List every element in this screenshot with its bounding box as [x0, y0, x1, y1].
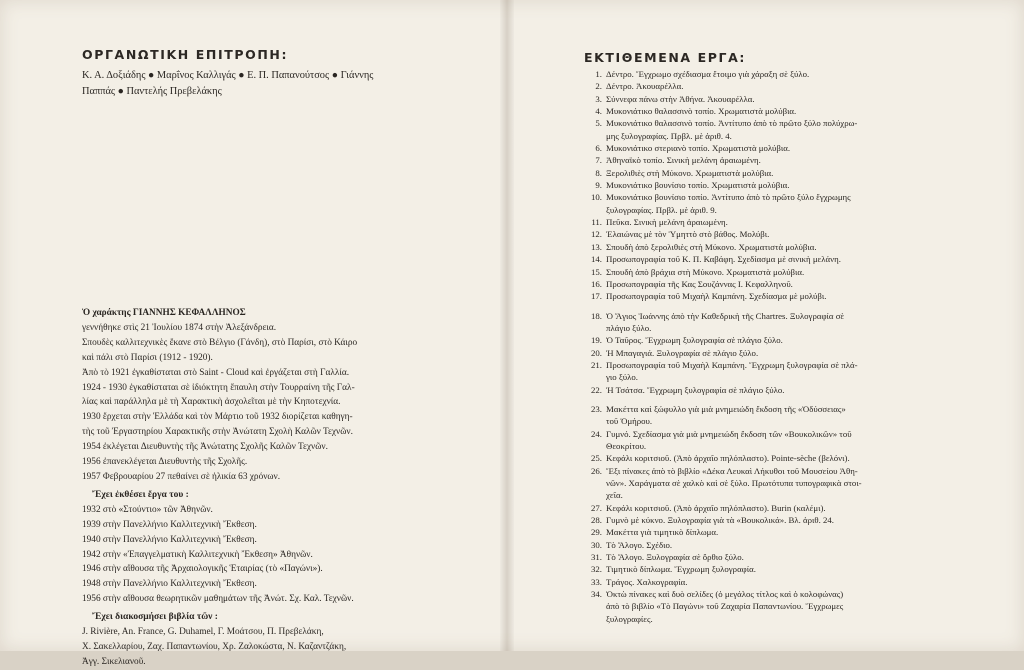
work-line: Προσωπογραφία τῆς Κας Σουζάννας Ι. Κεφαλληνοῦ.	[606, 278, 793, 289]
work-description	[602, 105, 1014, 117]
work-line: Τιμητικὸ δίπλωμα. Ἔγχρωμη ξυλογραφία.	[606, 564, 756, 575]
work-line: Γυμνὸ μὲ κύκνο. Ξυλογραφία γιὰ τὰ «Βουκολικά». Βλ. ἀριθ. 24.	[606, 515, 835, 526]
work-line: γιο ξύλο.	[606, 372, 638, 383]
work-line: Μυκονιάτικο στεριανὸ τοπίο. Χρωματιστὰ μολύβια.	[606, 143, 791, 154]
work-item	[584, 551, 1014, 563]
work-description	[602, 465, 1014, 502]
bio-line: λίας καὶ παράλληλα μὲ τὴ Χαρακτικὴ ἀσχολεῖται μὲ τὴν Κηποτεχνία.	[82, 397, 341, 408]
work-item	[584, 142, 1014, 154]
work-number: 19.	[591, 335, 602, 346]
work-item	[584, 502, 1014, 514]
work-item	[584, 428, 1014, 453]
work-item	[584, 310, 1014, 335]
exhibitions-heading: Ἔχει ἐκθέσει ἔργα του :	[92, 489, 189, 500]
work-number: 14.	[591, 254, 602, 265]
work-number: 20.	[591, 347, 602, 358]
work-line: Ἡ Τσάτσα. Ἔγχρωμη ξυλογραφία σὲ πλάγιο ξύλο.	[606, 384, 785, 395]
work-number: 17.	[591, 291, 602, 302]
bio-line: 1954 ἐκλέγεται Διευθυντὴς τῆς Ἀνώτατης Σχολῆς Καλῶν Τεχνῶν.	[82, 442, 328, 453]
work-description	[602, 514, 1014, 526]
work-line: Ξερολιθιὲς στὴ Μύκονο. Χρωματιστὰ μολύβια.	[606, 167, 774, 178]
work-line: Τὸ Ἄλογο. Ξυλογραφία σὲ ὄρθιο ξύλο.	[606, 552, 744, 563]
work-description	[602, 253, 1014, 265]
bio-line: 1930 ἔρχεται στὴν Ἑλλάδα καὶ τὸν Μάρτιο τοῦ 1932 διορίζεται καθηγη-	[82, 412, 353, 423]
work-description	[602, 68, 1014, 80]
work-item	[584, 278, 1014, 290]
work-number: 30.	[591, 539, 602, 550]
exhibition-line: 1956 στὴν αἴθουσα θεωρητικῶν μαθημάτων τῆς Ἀνώτ. Σχ. Καλ. Τεχνῶν.	[82, 594, 354, 605]
work-line: Θεοκρίτου.	[606, 440, 647, 451]
committee-line: Παππάς ● Παντελής Πρεβελάκης	[82, 86, 222, 97]
work-description	[602, 191, 1014, 216]
work-line: Προσωπογραφία τοῦ Μιχαὴλ Καμπάνη. Σχεδίασμα μὲ μολύβι.	[606, 291, 827, 302]
works-list	[584, 68, 1014, 625]
bio-line: Σπουδὲς καλλιτεχνικὲς ἔκανε στὸ Βέλγιο (Γάνδη), στὸ Παρίσι, στὸ Κάιρο	[82, 337, 358, 348]
work-line: Ἔξι πίνακες ἀπὸ τὸ βιβλίο «Δέκα Λευκαὶ Λήκυθοι τοῦ Μουσείου Ἀθη-	[606, 465, 858, 476]
work-item	[584, 266, 1014, 278]
work-description	[602, 551, 1014, 563]
work-line: Προσωπογραφία τοῦ Μιχαὴλ Καμπάνη. Ἔγχρωμη ξυλογραφία σὲ πλά-	[606, 359, 858, 370]
work-number: 4.	[595, 106, 602, 117]
work-item	[584, 216, 1014, 228]
bio-line: Ἀπὸ τὸ 1921 ἐγκαθίσταται στὸ Saint - Cloud καὶ ἐργάζεται στὴ Γαλλία.	[82, 367, 350, 378]
work-number: 24.	[591, 428, 602, 439]
work-item	[584, 154, 1014, 166]
work-number: 21.	[591, 359, 602, 370]
work-line: Μυκονιάτικο θαλασσινὸ τοπίο. Χρωματιστὰ μολύβια.	[606, 106, 797, 117]
work-number: 29.	[591, 527, 602, 538]
biography	[82, 306, 477, 670]
committee-line: Κ. Α. Δοξιάδης ● Μαρΐνος Καλλιγάς ● Ε. Π. Παπανούτσος ● Γιάννης	[82, 70, 374, 81]
work-line: Ἡ Μπαγαγιά. Ξυλογραφία σὲ πλάγιο ξύλο.	[606, 347, 759, 358]
work-description	[602, 576, 1014, 588]
work-item	[584, 359, 1014, 384]
work-line: Ὁ Ἅγιος Ἰωάννης ἀπὸ τὴν Καθεδρικὴ τῆς Chartres. Ξυλογραφία σὲ	[606, 310, 845, 321]
work-number: 1.	[595, 69, 602, 79]
work-number: 31.	[591, 552, 602, 563]
work-number: 18.	[591, 310, 602, 321]
work-number: 15.	[591, 266, 602, 277]
committee-heading: ΟΡΓΑΝΩΤΙΚΗ ΕΠΙΤΡΟΠΗ:	[82, 47, 289, 62]
work-number: 2.	[595, 81, 602, 92]
bio-line: Ὁ χαράκτης ΓΙΑΝΝΗΣ ΚΕΦΑΛΛΗΝΟΣ	[82, 308, 246, 318]
books-line: Χ. Σακελλαρίου, Ζαχ. Παπαντωνίου, Χρ. Ζαλοκώστα, Ν. Καζαντζάκη,	[82, 641, 347, 652]
work-item	[584, 576, 1014, 588]
exhibition-line: 1932 στὸ «Στούντιο» τῶν Ἀθηνῶν.	[82, 504, 213, 515]
bio-line: 1957 Φεβρουαρίου 27 πεθαίνει σὲ ἡλικία 63 χρόνων.	[82, 471, 281, 482]
work-item	[584, 514, 1014, 526]
exhibition-line: 1942 στὴν «Ἐπαγγελματικὴ Καλλιτεχνικὴ Ἔκθεση» Ἀθηνῶν.	[82, 549, 313, 560]
work-description	[602, 334, 1014, 346]
work-line: Δέντρο. Ἀκουαρέλλα.	[606, 81, 684, 92]
work-description	[602, 266, 1014, 278]
exhibition-line: 1940 στὴν Πανελλήνιο Καλλιτεχνικὴ Ἔκθεση.	[82, 534, 257, 545]
work-line: Ὀκτὼ πίνακες καὶ δυὸ σελίδες (ὁ μεγάλος τίτλος καὶ ὁ κολοφώνας)	[606, 589, 844, 600]
work-line: Ἀθηναϊκὸ τοπίο. Σινικὴ μελάνη ἀραιωμένη.	[606, 155, 761, 166]
exhibition-line: 1946 στὴν αἴθουσα τῆς Ἀρχαιολογικῆς Ἑταιρίας (τὸ «Παγώνι»).	[82, 564, 323, 575]
work-item	[584, 191, 1014, 216]
work-item	[584, 253, 1014, 265]
work-description	[602, 228, 1014, 240]
work-description	[602, 241, 1014, 253]
work-item	[584, 334, 1014, 346]
work-description	[602, 539, 1014, 551]
work-line: ἀπὸ τὸ βιβλίο «Τὸ Παγώνι» τοῦ Ζαχαρία Παπαντωνίου. Ἔγχρωμες	[606, 601, 844, 612]
work-line: Μακέττα γιὰ τιμητικὸ δίπλωμα.	[606, 527, 719, 538]
work-line: τοῦ Ὁμήρου.	[606, 416, 653, 427]
work-number: 12.	[591, 229, 602, 240]
exhibition-line: 1948 στὴν Πανελλήνιο Καλλιτεχνικὴ Ἔκθεση.	[82, 579, 257, 590]
work-description	[602, 80, 1014, 92]
work-item	[584, 68, 1014, 80]
work-description	[602, 167, 1014, 179]
work-description	[602, 154, 1014, 166]
work-line: Τὸ Ἄλογο. Σχέδιο.	[606, 539, 673, 550]
works-heading: ΕΚΤΙΘΕΜΕΝΑ ΕΡΓΑ:	[584, 50, 746, 65]
work-number: 26.	[591, 465, 602, 476]
work-line: Ὁ Ταῦρος. Ἔγχρωμη ξυλογραφία σὲ πλάγιο ξύλο.	[606, 335, 783, 346]
work-number: 11.	[591, 217, 602, 228]
work-number: 6.	[595, 143, 602, 154]
work-number: 22.	[591, 384, 602, 395]
work-description	[602, 452, 1014, 464]
work-item	[584, 228, 1014, 240]
work-item	[584, 539, 1014, 551]
exhibition-line: 1939 στὴν Πανελλήνιο Καλλιτεχνικὴ Ἔκθεση.	[82, 519, 257, 530]
work-item	[584, 105, 1014, 117]
work-line: ξυλογραφίας. Πρβλ. μὲ ἀριθ. 9.	[606, 204, 717, 215]
work-line: Σπουδὴ ἀπὸ βράχια στὴ Μύκονο. Χρωματιστὰ μολύβια.	[606, 266, 805, 277]
work-item	[584, 452, 1014, 464]
committee-members	[82, 68, 462, 100]
work-item	[584, 384, 1014, 396]
work-number: 25.	[591, 453, 602, 464]
work-number: 34.	[591, 589, 602, 600]
work-line: Σύννεφα πάνω στὴν Ἀθήνα. Ἀκουαρέλλα.	[606, 93, 755, 104]
work-item	[584, 179, 1014, 191]
books-line: J. Rivière, An. France, G. Duhamel, Γ. Μοάτσου, Π. Πρεβελάκη,	[82, 627, 324, 638]
work-item	[584, 117, 1014, 142]
work-item	[584, 80, 1014, 92]
work-description	[602, 310, 1014, 335]
work-description	[602, 347, 1014, 359]
work-description	[602, 142, 1014, 154]
work-item	[584, 526, 1014, 538]
work-description	[602, 526, 1014, 538]
bio-line: καὶ πάλι στὸ Παρίσι (1912 - 1920).	[82, 352, 213, 363]
work-item	[584, 241, 1014, 253]
work-item	[584, 403, 1014, 428]
work-line: νῶν». Χαράγματα σὲ χαλκὸ καὶ σὲ ξύλο. Πρωτότυπα τυπογραφικὰ στοι-	[606, 478, 862, 488]
work-line: Μακέττα καὶ ξώφυλλο γιὰ μιὰ μνημειώδη ἔκδοση τῆς «Ὀδύσσειας»	[606, 403, 846, 414]
work-number: 32.	[591, 564, 602, 575]
work-line: Μυκονιάτικο βουνίσιο τοπίο. Ἀντίτυπο ἀπὸ τὸ πρῶτο ξύλο ἔγχρωμης	[606, 192, 851, 203]
work-description	[602, 216, 1014, 228]
work-description	[602, 290, 1014, 302]
bio-line: 1924 - 1930 ἐγκαθίσταται σὲ ἰδιόκτητη ἔπαυλη στὴν Τουρραίνη τῆς Γαλ-	[82, 382, 355, 393]
work-description	[602, 359, 1014, 384]
work-number: 7.	[595, 155, 602, 166]
work-line: Τράγος. Χαλκογραφία.	[606, 576, 688, 587]
work-description	[602, 93, 1014, 105]
work-number: 3.	[595, 93, 602, 104]
work-description	[602, 179, 1014, 191]
bio-line: γεννήθηκε στὶς 21 Ἰουλίου 1874 στὴν Ἀλεξάνδρεια.	[82, 322, 277, 333]
work-line: πλάγιο ξύλο.	[606, 322, 652, 333]
work-line: Γυμνό. Σχεδίασμα γιὰ μιὰ μνημειώδη ἔκδοση τῶν «Βουκολικῶν» τοῦ	[606, 428, 852, 439]
work-item	[584, 347, 1014, 359]
work-item	[584, 167, 1014, 179]
work-line: Δέντρο. Ἔγχρωμο σχέδιασμα ἕτοιμο γιὰ χάραξη σὲ ξύλο.	[606, 69, 810, 79]
work-line: Προσωπογραφία τοῦ Κ. Π. Καβάφη. Σχεδίασμα μὲ σινικὴ μελάνη.	[606, 254, 841, 265]
work-line: Μυκονιάτικο βουνίσιο τοπίο. Χρωματιστὰ μολύβια.	[606, 180, 790, 191]
work-number: 23.	[591, 403, 602, 414]
books-line: Ἀγγ. Σικελιανοῦ.	[82, 656, 146, 667]
work-line: Ἐλαιώνας μὲ τὸν Ὑμηττὸ στὸ βάθος. Μολύβι.	[606, 229, 770, 240]
work-description	[602, 588, 1014, 625]
left-page	[0, 0, 505, 667]
work-description	[602, 428, 1014, 453]
work-number: 13.	[591, 241, 602, 252]
bio-line: 1956 ἐπανεκλέγεται Διευθυντὴς τῆς Σχολῆς.	[82, 457, 248, 468]
books-heading: Ἔχει διακοσμήσει βιβλία τῶν :	[92, 612, 218, 623]
work-number: 8.	[595, 167, 602, 178]
work-line: ξυλογραφίες.	[606, 613, 653, 624]
work-line: Σπουδὴ ἀπὸ ξερολιθιὲς στὴ Μύκονο. Χρωματιστὰ μολύβια.	[606, 241, 817, 252]
work-number: 9.	[595, 180, 602, 191]
right-page	[510, 0, 1024, 651]
work-line: Κεφάλι κοριτσιοῦ. (Ἀπὸ ἀρχαῖο πηλόπλαστο). Burin (καλέμι).	[606, 502, 826, 513]
work-description	[602, 384, 1014, 396]
work-number: 16.	[591, 278, 602, 289]
work-description	[602, 117, 1014, 142]
work-item	[584, 465, 1014, 502]
work-line: Πεῦκα. Σινικὴ μελάνη ἀραιωμένη.	[606, 217, 728, 228]
work-line: χεῖα.	[606, 490, 623, 501]
work-number: 5.	[595, 118, 602, 129]
work-description	[602, 403, 1014, 428]
work-number: 28.	[591, 515, 602, 526]
work-line: Κεφάλι κοριτσιοῦ. (Ἀπὸ ἀρχαῖο πηλόπλαστο). Pointe-sèche (βελόνι).	[606, 453, 850, 464]
work-number: 33.	[591, 576, 602, 587]
work-number: 27.	[591, 502, 602, 513]
work-item	[584, 588, 1014, 625]
work-description	[602, 502, 1014, 514]
bio-line: τὴς τοῦ Ἐργαστηρίου Χαρακτικῆς στὴν Ἀνώτατη Σχολὴ Καλῶν Τεχνῶν.	[82, 427, 353, 438]
work-item	[584, 563, 1014, 575]
work-description	[602, 563, 1014, 575]
work-description	[602, 278, 1014, 290]
work-line: μης ξυλογραφίας. Πρβλ. μὲ ἀριθ. 4.	[606, 130, 732, 141]
work-line: Μυκονιάτικο θαλασσινὸ τοπίο. Ἀντίτυπο ἀπὸ τὸ πρῶτο ξύλο πολύχρω-	[606, 118, 858, 129]
work-number: 10.	[591, 192, 602, 203]
work-item	[584, 290, 1014, 302]
work-item	[584, 93, 1014, 105]
